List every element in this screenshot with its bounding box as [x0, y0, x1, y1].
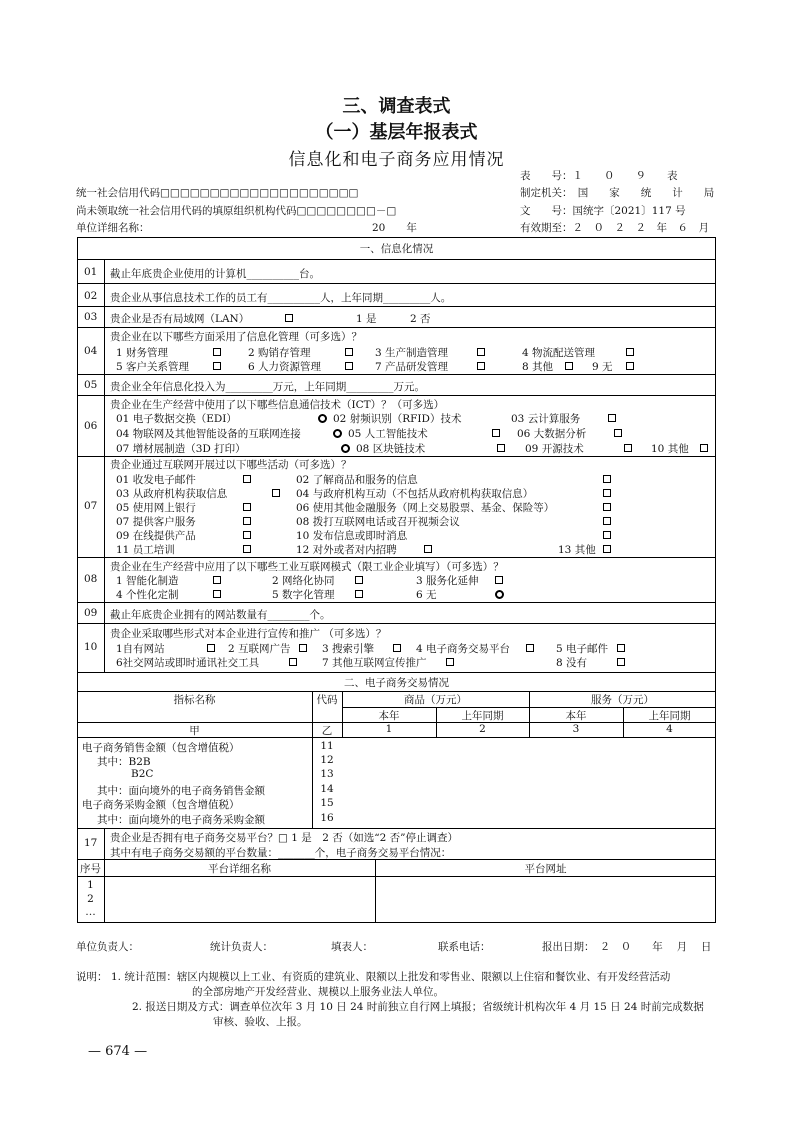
q08-option-5: 5 数字化管理: [272, 589, 335, 601]
org-code-label: 尚未领取统一社会信用代码的填原组织机构代码□□□□□□□□－□: [76, 205, 397, 217]
num-column-line: [104, 828, 105, 859]
q09-text: 截止年底贵企业拥有的网站数量有________个。: [110, 609, 331, 621]
q05-text: 贵企业全年信息化投入为_________万元，上年同期_________万元。: [110, 381, 425, 393]
divider: [77, 374, 716, 375]
q08-checkbox-2[interactable]: [355, 576, 363, 584]
note-1b: 的全部房地产开发经营业、规模以上服务业法人单位。: [192, 986, 444, 998]
q04-checkbox-2[interactable]: [345, 348, 353, 356]
q06-radio-04[interactable]: [333, 429, 342, 438]
q06-option-01: 01 电子数据交换（EDI）: [116, 413, 237, 425]
q08-option-6: 6 无: [416, 589, 437, 601]
q10-checkbox-8[interactable]: [617, 658, 625, 666]
q07-option-11: 11 员工培训: [116, 544, 175, 556]
q07-checkbox-03[interactable]: [272, 489, 280, 497]
section1-header: 一、信息化情况: [359, 243, 434, 255]
q08-number: 08: [84, 573, 98, 585]
q10-option-6: 6社交网站或即时通讯社交工具: [116, 657, 260, 669]
q02-text: 贵企业从事信息技术工作的员工有__________人，上年同期_________人。: [110, 292, 452, 304]
row-yi: 乙: [321, 725, 333, 737]
row-15-name: 电子商务采购金额（包含增值税）: [82, 799, 240, 811]
q07-option-13: 13 其他: [558, 544, 596, 556]
row-11-name: 电子商务销售金额（包含增值税）: [82, 742, 240, 754]
section2-header: 二、电子商务交易情况: [344, 677, 449, 689]
form-no: 表 号：１ ０ ９ 表: [520, 170, 678, 182]
q10-checkbox-5[interactable]: [617, 644, 625, 652]
q01-text: 截止年底贵企业使用的计算机__________台。: [110, 268, 320, 280]
q08-radio-6[interactable]: [495, 590, 504, 599]
row-13-code: 13: [320, 768, 334, 780]
q17-line2: 其中有电子商务交易额的平台数量：_______个，电子商务交易平台情况：: [110, 847, 452, 859]
q06-radio-07[interactable]: [341, 444, 350, 453]
q07-checkbox-07[interactable]: [243, 517, 251, 525]
section-title: 三、调查表式: [342, 96, 451, 117]
q07-option-12: 12 对外或者对内招聘: [296, 544, 397, 556]
hdr-service-this-year: 本年: [565, 710, 587, 722]
q07-checkbox-04[interactable]: [603, 489, 611, 497]
q17-line1: 贵企业是否拥有电子商务交易平台？□ 1 是 2 否（如选“2 否”停止调查）: [110, 832, 459, 844]
q17-row-3: …: [85, 906, 96, 918]
q06-checkbox-10[interactable]: [700, 444, 708, 452]
q08-checkbox-4[interactable]: [213, 590, 221, 598]
q17-row-2: 2: [87, 893, 94, 905]
q06-option-05: 05 人工智能技术: [348, 428, 428, 440]
q08-option-4: 4 个性化定制: [116, 589, 179, 601]
q04-text: 贵企业在以下哪些方面采用了信息化管理（可多选）？: [110, 331, 362, 343]
q07-checkbox-06[interactable]: [603, 503, 611, 511]
q04-option-8: 8 其他: [522, 361, 554, 373]
divider: [77, 306, 716, 307]
q08-text: 贵企业在生产经营中应用了以下哪些工业互联网模式（限工业企业填写）（可多选）？: [110, 561, 504, 573]
divider: [77, 395, 716, 396]
hdr-goods: 商品（万元）: [404, 694, 467, 706]
q09-number: 09: [84, 607, 98, 619]
divider: [77, 859, 716, 860]
q08-checkbox-5[interactable]: [355, 590, 363, 598]
valid-until: 有效期至：２ ０ ２ ２ 年 ６ 月: [520, 222, 709, 234]
col-2: 2: [479, 723, 486, 735]
q04-checkbox-5[interactable]: [213, 362, 221, 370]
q07-option-04: 04 与政府机构互动（不包括从政府机构获取信息）: [296, 488, 534, 500]
q17-number: 17: [84, 837, 98, 849]
q07-checkbox-13[interactable]: [603, 545, 611, 553]
q01-number: 01: [84, 266, 98, 278]
divider: [77, 672, 716, 673]
q08-checkbox-1[interactable]: [213, 576, 221, 584]
q02-number: 02: [84, 290, 98, 302]
q06-checkbox-06[interactable]: [614, 429, 622, 437]
q10-checkbox-2[interactable]: [299, 644, 307, 652]
q10-checkbox-4[interactable]: [526, 644, 534, 652]
doc-no: 文 号：国统字〔2021〕117 号: [520, 205, 686, 217]
q07-option-01: 01 收发电子邮件: [116, 474, 196, 486]
credit-code-label: 统一社会信用代码□□□□□□□□□□□□□□□□□□□□: [76, 187, 359, 199]
q04-option-3: 3 生产制造管理: [375, 347, 449, 359]
q04-checkbox-4[interactable]: [626, 348, 634, 356]
q07-checkbox-02[interactable]: [603, 475, 611, 483]
q03-option-yes: 1 是: [356, 313, 377, 325]
footer-stat-head: 统计负责人：: [210, 941, 273, 953]
row-12-code: 12: [320, 754, 334, 766]
q04-checkbox-8[interactable]: [565, 362, 573, 370]
q10-option-5: 5 电子邮件: [556, 643, 609, 655]
q17-hdr-name: 平台详细名称: [208, 863, 271, 875]
q07-checkbox-08[interactable]: [603, 517, 611, 525]
footer-phone: 联系电话：: [438, 941, 491, 953]
q06-option-03: 03 云计算服务: [511, 413, 581, 425]
q07-checkbox-01[interactable]: [243, 475, 251, 483]
q06-option-10: 10 其他: [651, 443, 689, 455]
q07-option-05: 05 使用网上银行: [116, 502, 196, 514]
q08-option-2: 2 网络化协同: [272, 575, 335, 587]
q07-option-07: 07 提供客户服务: [116, 516, 196, 528]
q10-option-1: 1自有网站: [116, 643, 165, 655]
hdr-goods-this-year: 本年: [378, 710, 400, 722]
hdr-service-last-year: 上年同期: [648, 710, 691, 722]
q10-option-8: 8 没有: [556, 657, 588, 669]
q07-checkbox-11[interactable]: [243, 545, 251, 553]
q10-option-2: 2 互联网广告: [228, 643, 291, 655]
hdr-service: 服务（万元）: [591, 694, 654, 706]
q08-option-3: 3 服务化延伸: [416, 575, 479, 587]
q04-number: 04: [84, 345, 98, 357]
q07-option-09: 09 在线提供产品: [116, 530, 196, 542]
q04-option-4: 4 物流配送管理: [522, 347, 596, 359]
q07-option-08: 08 拨打互联网电话或召开视频会议: [296, 516, 460, 528]
row-16-name: 其中：面向境外的电子商务采购金额: [97, 814, 265, 826]
row-15-code: 15: [320, 797, 334, 809]
q04-option-2: 2 购销存管理: [248, 347, 311, 359]
q10-checkbox-6[interactable]: [289, 658, 297, 666]
q07-checkbox-10[interactable]: [603, 531, 611, 539]
q06-checkbox-05[interactable]: [492, 429, 500, 437]
q10-number: 10: [84, 641, 98, 653]
q04-option-5: 5 客户关系管理: [116, 361, 190, 373]
q04-checkbox-7[interactable]: [477, 362, 485, 370]
col-3: 3: [572, 723, 580, 735]
q08-checkbox-3[interactable]: [495, 576, 503, 584]
q06-option-09: 09 开源技术: [525, 443, 584, 455]
year-label: 20 年: [372, 222, 417, 234]
q03-number: 03: [84, 311, 98, 323]
page-number: — 674 —: [88, 1044, 148, 1059]
divider: [77, 327, 716, 328]
q07-checkbox-05[interactable]: [243, 503, 251, 511]
divider: [77, 602, 716, 603]
q10-checkbox-3[interactable]: [393, 644, 401, 652]
q10-option-7: 7 其他互联网宣传推广: [322, 657, 427, 669]
q06-text: 贵企业在生产经营中使用了以下哪些信息通信技术（ICT）？（可多选）: [110, 399, 445, 411]
row-16-code: 16: [320, 812, 334, 824]
q06-number: 06: [84, 420, 98, 432]
num-column-line: [104, 259, 105, 672]
q07-checkbox-12[interactable]: [424, 545, 432, 553]
q04-checkbox-6[interactable]: [345, 362, 353, 370]
row-jia: 甲: [189, 725, 200, 737]
q06-option-06: 06 大数据分析: [517, 428, 587, 440]
q04-option-7: 7 产品研发管理: [375, 361, 449, 373]
note-1a: 1. 统计范围：辖区内规模以上工业、有资质的建筑业、限额以上批发和零售业、限额以上住宿和餐饮业、有开发经营活动: [111, 971, 671, 983]
unit-name-label: 单位详细名称：: [76, 222, 150, 234]
q10-option-3: 3 搜索引擎: [322, 643, 375, 655]
q05-number: 05: [84, 379, 98, 391]
q17-hdr-no: 序号: [80, 863, 101, 875]
q07-option-02: 02 了解商品和服务的信息: [296, 474, 418, 486]
q06-option-07: 07 增材展制造（3D 打印）: [116, 443, 246, 455]
q06-checkbox-03[interactable]: [608, 414, 616, 422]
q04-checkbox-3[interactable]: [477, 348, 485, 356]
note-2a: 2. 报送日期及方式：调查单位次年 3 月 10 日 24 时前独立自行网上填报；省级统计机构次年 4 月 15 日 24 时前完成数据: [132, 1001, 704, 1013]
q06-option-08: 08 区块链技术: [356, 443, 426, 455]
q07-checkbox-09[interactable]: [243, 531, 251, 539]
q07-option-10: 10 发布信息或即时消息: [296, 530, 408, 542]
q17-hdr-url: 平台网址: [524, 863, 567, 875]
q07-option-03: 03 从政府机构获取信息: [116, 488, 228, 500]
issuer: 制定机关： 国 家 统 计 局: [520, 187, 715, 199]
row-13-name: B2C: [131, 768, 154, 780]
q10-text: 贵企业采取哪些形式对本企业进行宣传和推广 （可多选）？: [110, 628, 387, 640]
note-2b: 审核、验收、上报。: [213, 1016, 308, 1028]
q10-checkbox-1[interactable]: [207, 644, 215, 652]
row-11-code: 11: [320, 740, 334, 752]
divider: [77, 259, 716, 260]
notes-label: 说明：: [76, 971, 108, 983]
col-4: 4: [666, 723, 673, 735]
divider: [77, 828, 716, 829]
row-12-name: 其中：B2B: [97, 756, 151, 768]
row-14-code: 14: [320, 783, 334, 795]
q10-checkbox-7[interactable]: [446, 658, 454, 666]
q04-option-1: 1 财务管理: [116, 347, 169, 359]
q06-option-02: 02 射频识别（RFID）技术: [333, 413, 462, 425]
q07-option-06: 06 使用其他金融服务（网上交易股票、基金、保险等）: [296, 502, 555, 514]
subsection-title: （一）基层年报表式: [315, 122, 478, 143]
q06-radio-01[interactable]: [318, 414, 327, 423]
hdr-code: 代码: [316, 694, 338, 706]
q08-option-1: 1 智能化制造: [116, 575, 179, 587]
footer-date: 报出日期： ２ ０ 年 月 日: [542, 941, 712, 953]
q07-number: 07: [84, 500, 98, 512]
q04-option-9: 9 无: [592, 361, 613, 373]
form-name: 信息化和电子商务应用情况: [288, 150, 505, 170]
footer-unit-head: 单位负责人：: [76, 941, 139, 953]
q03-text: 贵企业是否有局域网（LAN）: [110, 313, 250, 325]
q06-checkbox-08[interactable]: [497, 444, 505, 452]
q07-text: 贵企业通过互联网开展过以下哪些活动（可多选）？: [110, 459, 352, 471]
divider: [77, 283, 716, 284]
divider: [77, 623, 716, 624]
q04-option-6: 6 人力资源管理: [248, 361, 322, 373]
q03-checkbox[interactable]: [285, 314, 293, 322]
hdr-goods-last-year: 上年同期: [461, 710, 504, 722]
q06-checkbox-09[interactable]: [624, 444, 632, 452]
q04-checkbox-1[interactable]: [213, 348, 221, 356]
divider: [77, 557, 716, 558]
q06-option-04: 04 物联网及其他智能设备的互联网连接: [116, 428, 301, 440]
footer-filler: 填表人：: [331, 941, 373, 953]
q17-row-1: 1: [87, 879, 94, 891]
col-1: 1: [385, 723, 393, 735]
hdr-indicator: 指标名称: [173, 694, 216, 706]
q03-option-no: 2 否: [410, 313, 431, 325]
q04-checkbox-9[interactable]: [626, 362, 634, 370]
row-14-name: 其中：面向境外的电子商务销售金额: [97, 785, 265, 797]
divider: [77, 876, 716, 877]
q10-option-4: 4 电子商务交易平台: [416, 643, 511, 655]
